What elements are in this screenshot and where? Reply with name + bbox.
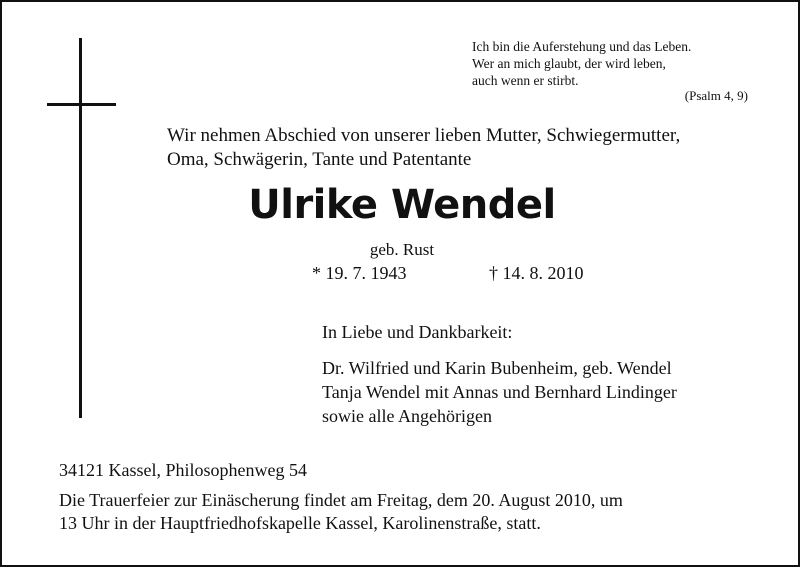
intro-line: Oma, Schwägerin, Tante und Patentante — [167, 149, 472, 170]
mourner-line: sowie alle Angehörigen — [322, 406, 492, 426]
funeral-notice — [59, 489, 623, 535]
intro-line: Wir nehmen Abschied von unserer lieben Mutter, Schwiegermutter, — [167, 125, 681, 146]
maiden-name: geb. Rust — [369, 240, 435, 259]
bible-verse — [472, 38, 762, 89]
mourner-line: Dr. Wilfried und Karin Bubenheim, geb. Wendel — [322, 358, 672, 378]
verse-line: Ich bin die Auferstehung und das Leben. — [472, 39, 692, 54]
notice-line: Die Trauerfeier zur Einäscherung findet am Freitag, dem 20. August 2010, um — [59, 490, 623, 510]
verse-line: Wer an mich glaubt, der wird leben, — [472, 56, 666, 71]
birth-date: * 19. 7. 1943 — [312, 263, 407, 283]
cross-icon-horizontal — [47, 103, 116, 106]
mourner-line: Tanja Wendel mit Annas und Bernhard Lindinger — [322, 382, 677, 402]
family-address: 34121 Kassel, Philosophenweg 54 — [59, 460, 307, 480]
farewell-intro — [167, 124, 680, 172]
deceased-name: Ulrike Wendel — [248, 182, 556, 228]
death-date: † 14. 8. 2010 — [489, 263, 584, 283]
mourners-heading: In Liebe und Dankbarkeit: — [322, 322, 513, 342]
verse-line: auch wenn er stirbt. — [472, 73, 579, 88]
mourners-list — [322, 356, 677, 428]
notice-line: 13 Uhr in der Hauptfriedhofskapelle Kassel, Karolinenstraße, statt. — [59, 513, 541, 533]
verse-reference: (Psalm 4, 9) — [684, 88, 748, 103]
